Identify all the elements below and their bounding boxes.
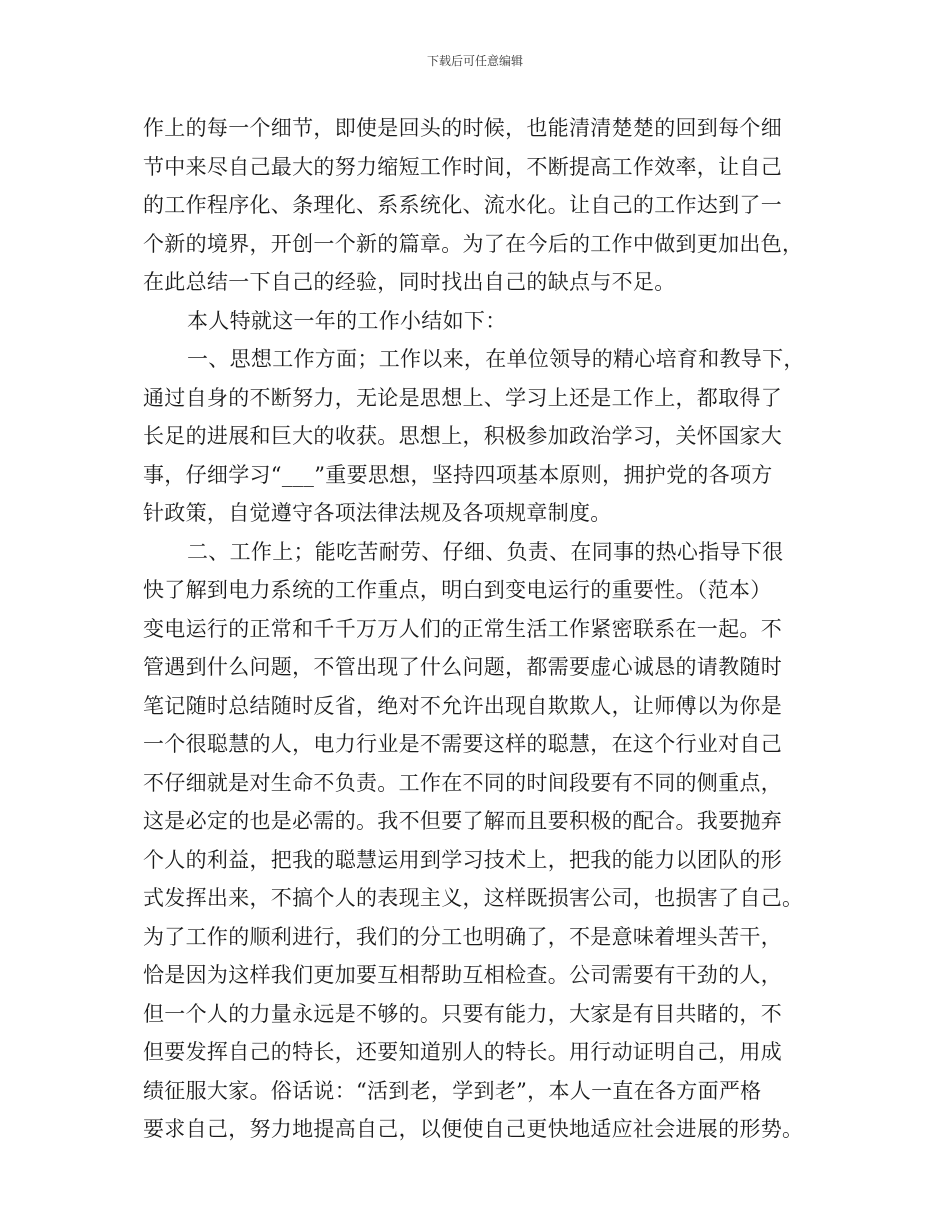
- body-text-line: 通过自身的不断努力，无论是思想上、学习上还是工作上，都取得了: [143, 385, 782, 410]
- body-text-line: 变电运行的正常和千千万万人们的正常生活工作紧密联系在一起。不: [143, 616, 782, 641]
- body-text-line: 作上的每一个细节，即使是回头的时候，也能清清楚楚的回到每个细: [143, 116, 782, 140]
- body-text-line: 长足的进展和巨大的收获。思想上，积极参加政治学习，关怀国家大: [143, 424, 782, 448]
- body-text-line: 这是必定的也是必需的。我不但要了解而且要积极的配合。我要抛弃: [143, 809, 782, 833]
- body-text-line: 的工作程序化、条理化、系系统化、流水化。让自己的工作达到了一: [143, 193, 782, 217]
- body-text-line: 绩征服大家。俗话说：“活到老，学到老”，本人一直在各方面严格: [143, 1078, 762, 1103]
- body-text-line: 管遇到什么问题，不管出现了什么问题，都需要虚心诚恳的请教随时: [143, 655, 782, 679]
- body-text-line: 一个很聪慧的人，电力行业是不需要这样的聪慧，在这个行业对自己: [143, 732, 782, 756]
- body-text-line: 在此总结一下自己的经验，同时找出自己的缺点与不足。: [143, 270, 676, 294]
- body-text-line: 笔记随时总结随时反省，绝对不允许出现自欺欺人，让师傅以为你是: [143, 693, 782, 718]
- document-body: [143, 109, 807, 1149]
- body-text-line: 但一个人的力量永远是不够的。只要有能力，大家是有目共睹的，不: [143, 1001, 782, 1026]
- body-text-line: 个人的利益，把我的聪慧运用到学习技术上，把我的能力以团队的形: [143, 847, 782, 872]
- body-text-line: 针政策，自觉遵守各项法律法规及各项规章制度。: [143, 501, 612, 525]
- body-text-line: 二、工作上；能吃苦耐劳、仔细、负责、在同事的热心指导下很: [187, 539, 784, 564]
- page-header: 下载后可任意编辑: [426, 54, 523, 68]
- body-text-line: 事，仔细学习“___”重要思想，坚持四项基本原则，拥护党的各项方: [143, 462, 773, 487]
- body-text-line: 式发挥出来，不搞个人的表现主义，这样既损害公司，也损害了自己。: [143, 886, 804, 910]
- body-text-line: 个新的境界，开创一个新的篇章。为了在今后的工作中做到更加出色，: [143, 231, 804, 256]
- body-text-line: 为了工作的顺利进行，我们的分工也明确了，不是意味着埋头苦干，: [143, 924, 782, 949]
- body-text-line: 不仔细就是对生命不负责。工作在不同的时间段要有不同的侧重点，: [143, 770, 782, 795]
- body-text-line: 一、思想工作方面；工作以来，在单位领导的精心培育和教导下，: [187, 347, 805, 371]
- body-text-line: 快了解到电力系统的工作重点，明白到变电运行的重要性。（范本）: [143, 578, 772, 602]
- body-text-line: 恰是因为这样我们更加要互相帮助互相检查。公司需要有干劲的人，: [143, 963, 782, 987]
- body-text-line: 本人特就这一年的工作小结如下：: [187, 308, 507, 333]
- body-text-line: 要求自己，努力地提高自己，以便使自己更快地适应社会进展的形势。: [143, 1117, 804, 1141]
- body-text-line: 但要发挥自己的特长，还要知道别人的特长。用行动证明自己，用成: [143, 1040, 782, 1064]
- body-text-line: 节中来尽自己最大的努力缩短工作时间，不断提高工作效率，让自己: [143, 154, 782, 179]
